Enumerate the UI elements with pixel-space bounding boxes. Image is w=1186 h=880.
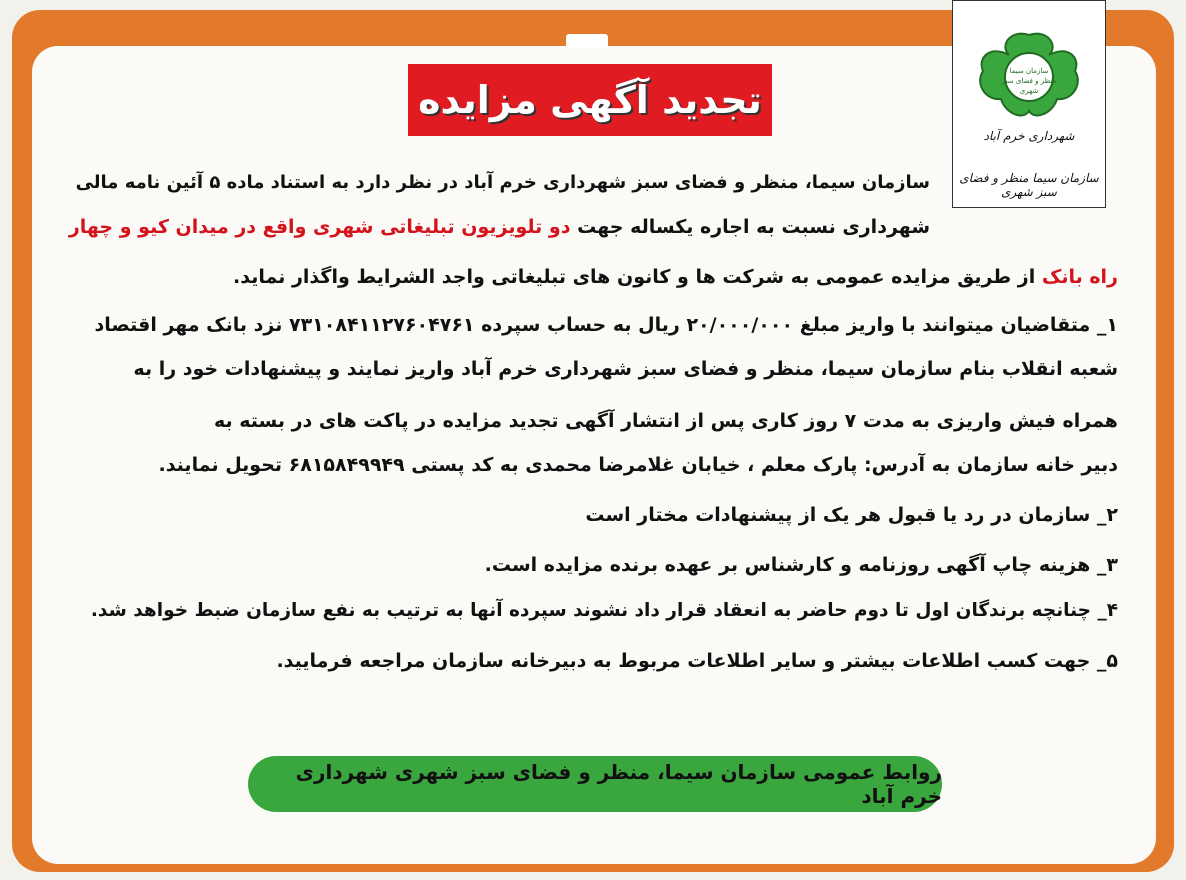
item-5: ۵_ جهت کسب اطلاعات بیشتر و سایر اطلاعات مربوط به دبیرخانه سازمان مراجعه فرمایید. [276,650,1118,672]
logo-box [952,0,1106,208]
svg-text:شهری: شهری [1019,87,1039,95]
item-1-line-4: دبیر خانه سازمان به آدرس: پارک معلم ، خیابان غلامرضا محمدی به کد پستی ۶۸۱۵۸۴۹۹۴۹ تحویل نمایند. [158,454,1118,476]
svg-text:منظر و فضای سبز: منظر و فضای سبز [1001,77,1057,85]
footer-public-relations: روابط عمومی سازمان سیما، منظر و فضای سبز شهری شهرداری خرم آباد [248,756,942,812]
svg-text:سازمان سیما: سازمان سیما [1009,67,1049,75]
item-2: ۲_ سازمان در رد یا قبول هر یک از پیشنهادات مختار است [585,504,1118,526]
intro-line-2-text: شهرداری نسبت به اجاره یکساله جهت [570,216,930,238]
intro-line-1: سازمان سیما، منظر و فضای سبز شهرداری خرم آباد در نظر دارد به استناد ماده ۵ آئین نامه مالی [75,172,930,193]
logo-caption-municipality: شهرداری خرم آباد [983,129,1075,143]
frame-notch [566,34,608,48]
notice-title: تجدید آگهی مزایده [408,64,772,136]
intro-line-3 [233,262,1118,292]
item-1-line-1: ۱_ متقاضیان میتوانند با واریز مبلغ ۲۰/۰۰۰/۰۰۰ ریال به حساب سپرده ۷۳۱۰۸۴۱۱۲۷۶۰۴۷۶۱ نزد بانک مهر اقتصاد [94,314,1118,336]
logo-caption-organization: سازمان سیما منظر و فضای سبز شهری [959,171,1099,199]
municipality-emblem-icon [971,27,1087,127]
intro-line-2 [69,212,930,242]
item-4: ۴_ چنانچه برندگان اول تا دوم حاضر به انعقاد قرار داد نشوند سپرده آنها به ترتیب به نفع سازمان ضبط خواهد شد. [90,600,1118,621]
intro-line-3-text: از طریق مزایده عمومی به شرکت ها و کانون های تبلیغاتی واجد الشرایط واگذار نماید. [233,266,1042,288]
intro-highlight-2: راه بانک [1041,266,1118,288]
item-1-line-3: همراه فیش واریزی به مدت ۷ روز کاری پس از انتشار آگهی تجدید مزایده در پاکت های در بسته به [213,410,1118,432]
item-1-line-2: شعبه انقلاب بنام سازمان سیما، منظر و فضای سبز شهرداری خرم آباد واریز نمایند و پیشنهادات خود را به [133,358,1118,380]
item-3: ۳_ هزینه چاپ آگهی روزنامه و کارشناس بر عهده برنده مزایده است. [484,554,1118,576]
intro-highlight: دو تلویزیون تبلیغاتی شهری واقع در میدان کیو و چهار [68,216,571,238]
